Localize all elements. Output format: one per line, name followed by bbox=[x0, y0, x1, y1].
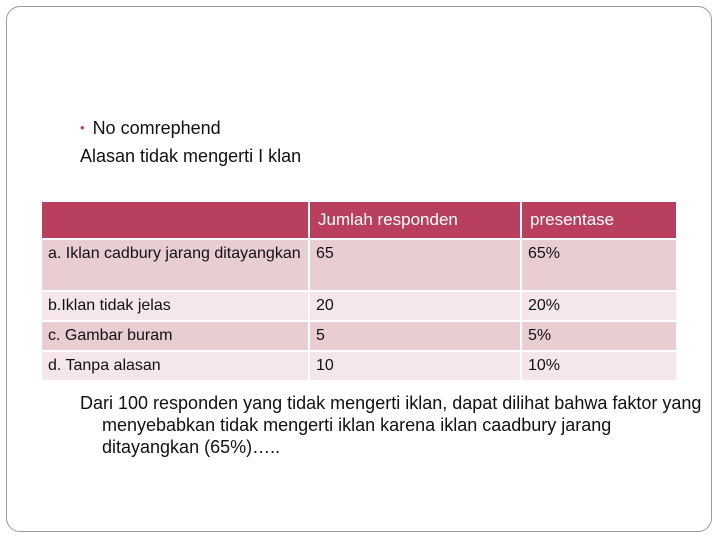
row-count: 10 bbox=[310, 352, 522, 382]
response-table bbox=[42, 202, 678, 382]
row-percent: 65% bbox=[522, 240, 678, 292]
bullet-text: No comrephend bbox=[92, 118, 221, 138]
row-label: b.Iklan tidak jelas bbox=[42, 292, 310, 322]
table-row bbox=[42, 240, 678, 292]
bullet-item bbox=[80, 117, 221, 139]
header-cell-percent: presentase bbox=[522, 202, 678, 240]
row-count: 20 bbox=[310, 292, 522, 322]
table-header-row bbox=[42, 202, 678, 240]
conclusion-text: Dari 100 responden yang tidak mengerti iklan, dapat dilihat bahwa faktor yang menyebabkan tidak mengerti iklan karena iklan caadbury jarang ditayangkan (65%)….. bbox=[80, 393, 702, 457]
row-label: c. Gambar buram bbox=[42, 322, 310, 352]
row-percent: 10% bbox=[522, 352, 678, 382]
row-count: 65 bbox=[310, 240, 522, 292]
header-cell-count: Jumlah responden bbox=[310, 202, 522, 240]
row-percent: 20% bbox=[522, 292, 678, 322]
slide-subtitle: Alasan tidak mengerti I klan bbox=[80, 146, 302, 166]
bullet-icon: • bbox=[80, 120, 85, 135]
row-label: d. Tanpa alasan bbox=[42, 352, 310, 382]
row-percent: 5% bbox=[522, 322, 678, 352]
table-row bbox=[42, 292, 678, 322]
header-cell-label bbox=[42, 202, 310, 240]
table-row bbox=[42, 322, 678, 352]
row-count: 5 bbox=[310, 322, 522, 352]
table-row bbox=[42, 352, 678, 382]
row-label: a. Iklan cadbury jarang ditayangkan bbox=[42, 240, 310, 292]
